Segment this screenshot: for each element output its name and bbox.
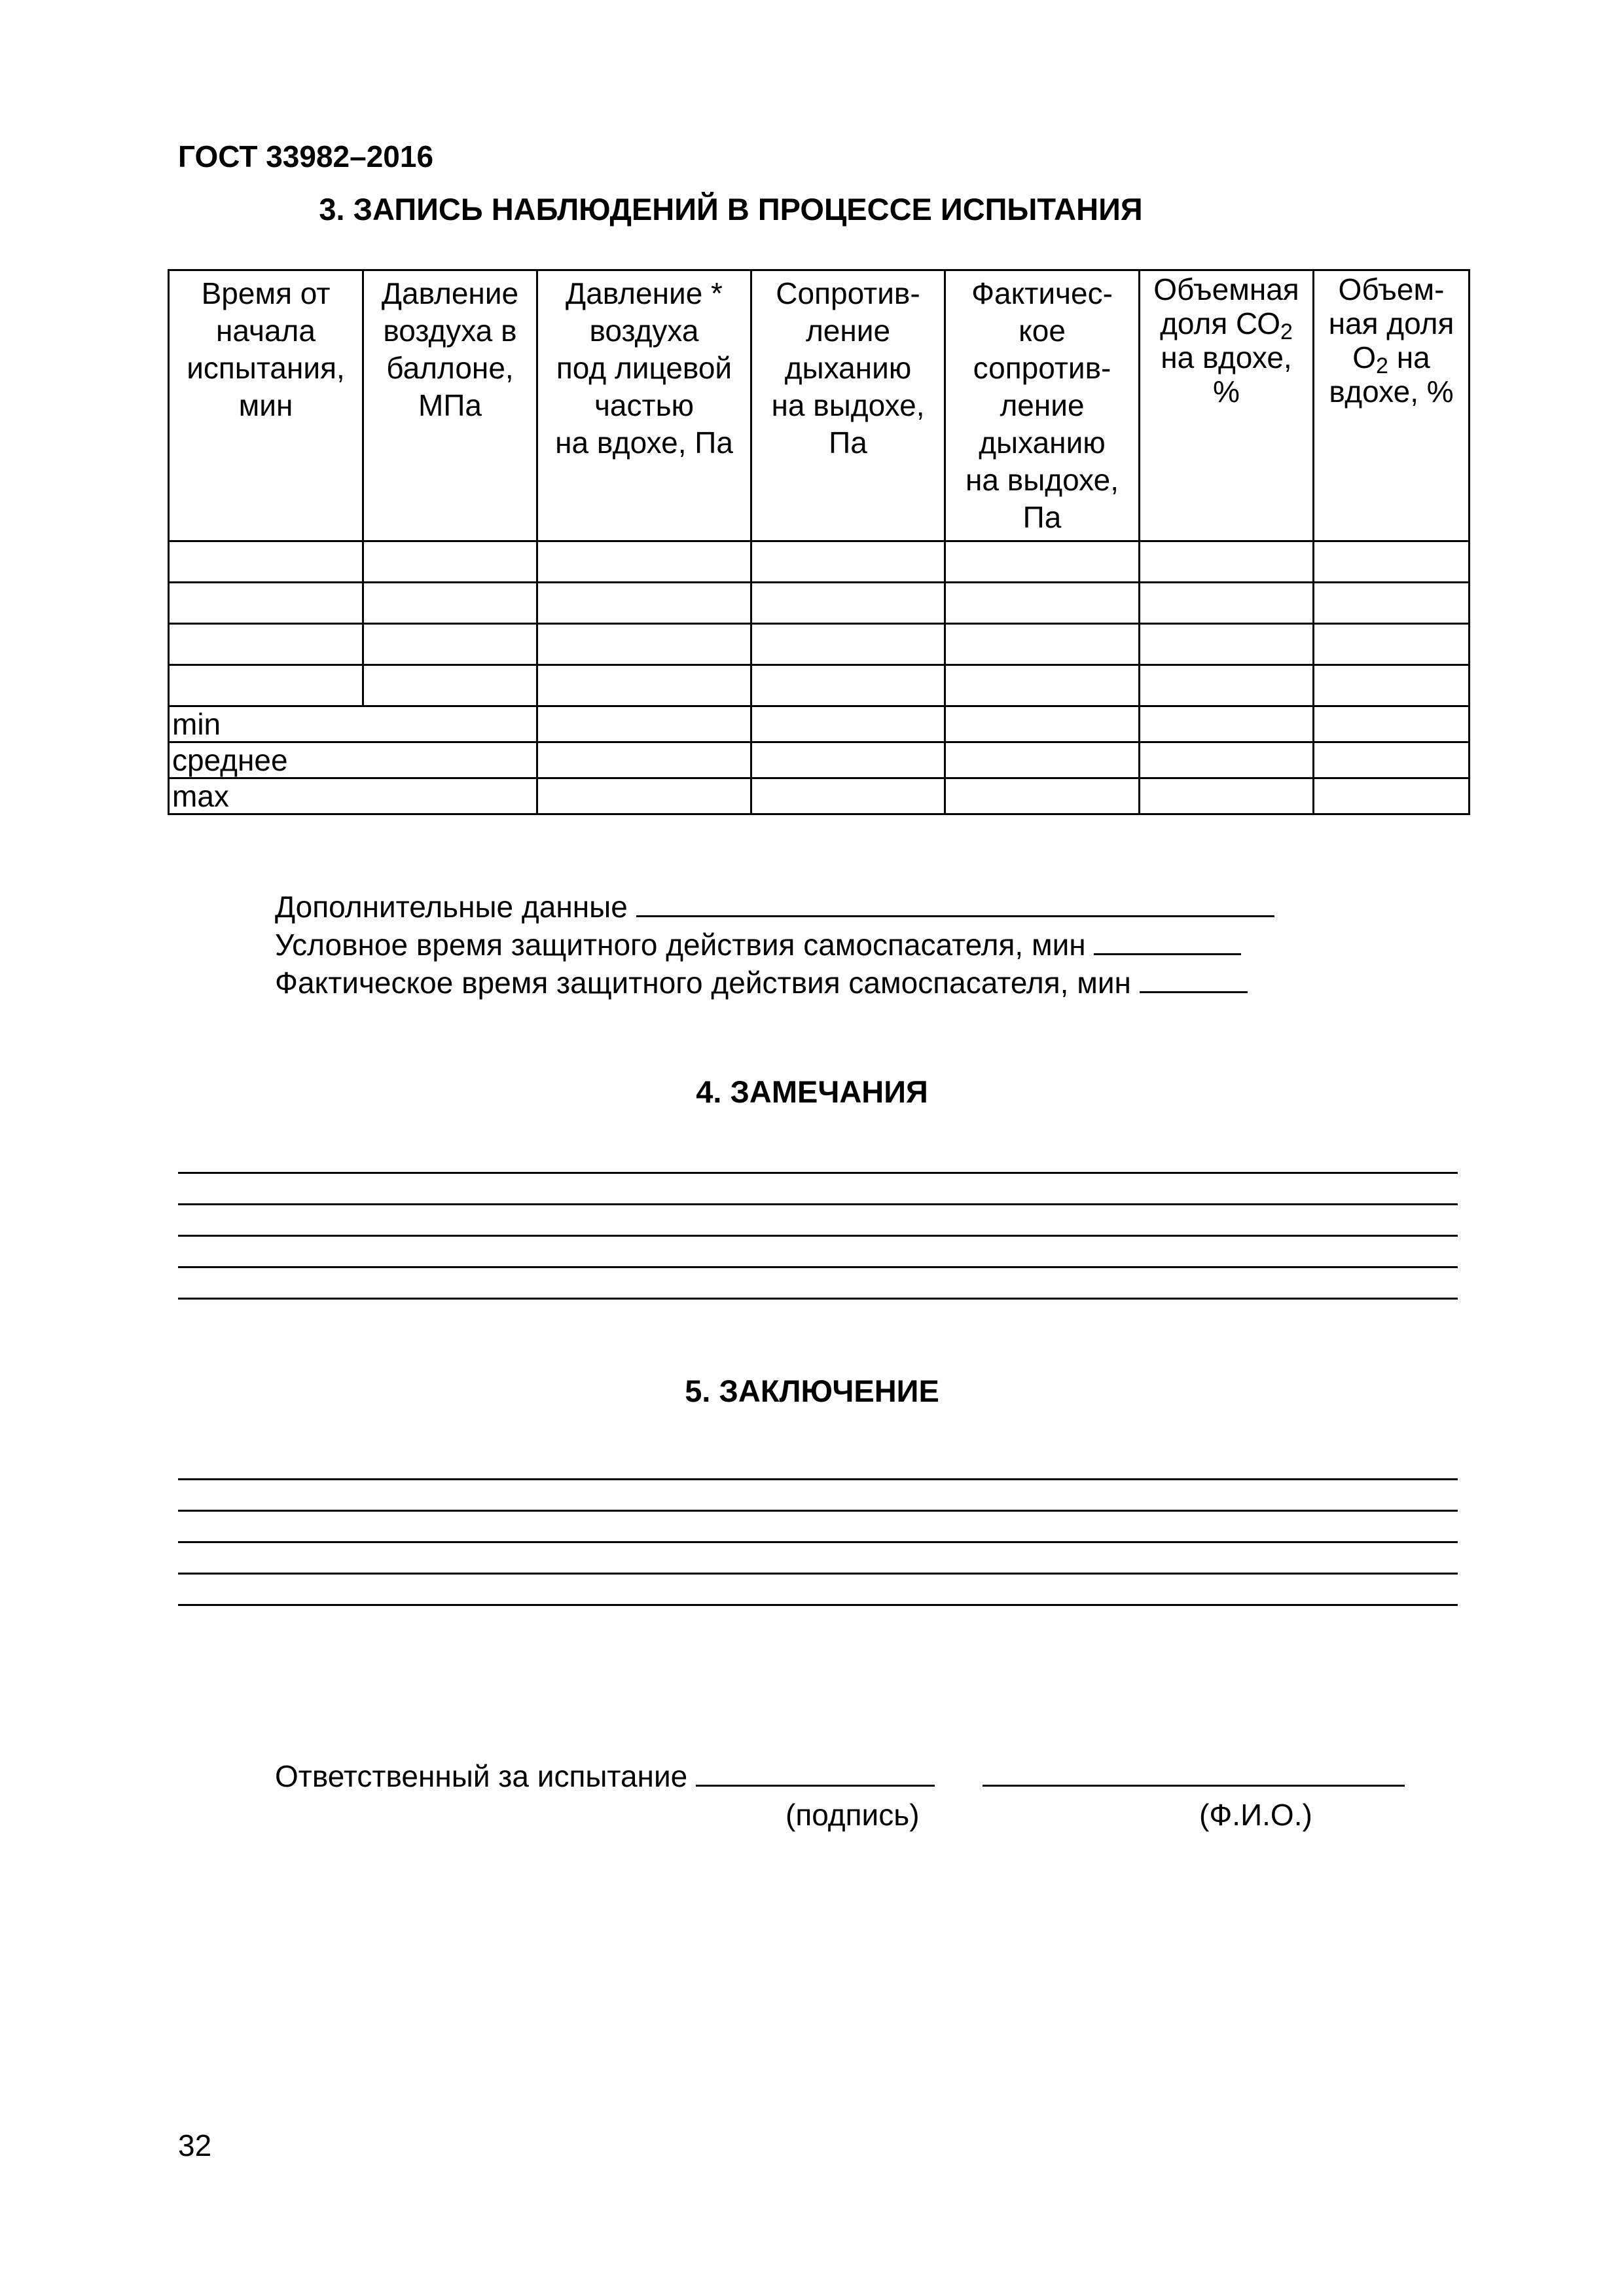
stat-label-average: среднее [169, 742, 537, 778]
conclusion-line[interactable] [178, 1541, 1458, 1543]
signature-field[interactable] [696, 1755, 935, 1787]
table-cell[interactable] [537, 778, 751, 814]
section-3-title: 3. ЗАПИСЬ НАБЛЮДЕНИЙ В ПРОЦЕССЕ ИСПЫТАНИЯ [319, 192, 1143, 227]
table-cell[interactable] [1140, 624, 1314, 665]
table-row [169, 541, 1470, 583]
stat-row-max [169, 778, 1470, 814]
table-cell[interactable] [945, 742, 1140, 778]
responsible-signature-line [275, 1755, 1405, 1795]
table-cell[interactable] [537, 541, 751, 583]
table-row [169, 665, 1470, 706]
standard-code: ГОСТ 33982–2016 [178, 139, 434, 173]
table-cell[interactable] [1314, 742, 1470, 778]
table-cell[interactable] [945, 778, 1140, 814]
table-cell[interactable] [1314, 665, 1470, 706]
col-header-cylinder-pressure: Давление воздуха в баллоне, МПа [363, 270, 537, 541]
remarks-line[interactable] [178, 1235, 1458, 1237]
signature-caption: (подпись) [785, 1798, 920, 1832]
table-cell[interactable] [1140, 583, 1314, 624]
table-cell[interactable] [537, 742, 751, 778]
conclusion-line[interactable] [178, 1573, 1458, 1575]
col-header-actual-resistance: Фактичес- кое сопротив- ление дыханию на выдохе, Па [945, 270, 1140, 541]
table-cell[interactable] [1140, 665, 1314, 706]
table-cell[interactable] [1314, 706, 1470, 742]
table-cell[interactable] [945, 624, 1140, 665]
table-cell[interactable] [537, 624, 751, 665]
table-cell[interactable] [751, 541, 945, 583]
nominal-time-line [275, 923, 1241, 964]
table-cell[interactable] [1314, 583, 1470, 624]
conclusion-line[interactable] [178, 1604, 1458, 1606]
section-5-title: 5. ЗАКЛЮЧЕНИЕ [685, 1374, 939, 1408]
remarks-line[interactable] [178, 1266, 1458, 1268]
table-cell[interactable] [1314, 541, 1470, 583]
table-cell[interactable] [363, 665, 537, 706]
actual-time-field[interactable] [1140, 961, 1248, 993]
table-cell[interactable] [169, 541, 363, 583]
actual-time-line [275, 961, 1248, 1002]
nominal-time-label: Условное время защитного действия самоспасателя, мин [275, 928, 1086, 962]
table-cell[interactable] [1140, 541, 1314, 583]
conclusion-line[interactable] [178, 1510, 1458, 1512]
table-cell[interactable] [169, 624, 363, 665]
col-header-exhale-resistance: Сопротив- ление дыханию на выдохе, Па [751, 270, 945, 541]
nominal-time-field[interactable] [1094, 923, 1241, 955]
table-cell[interactable] [751, 624, 945, 665]
table-cell[interactable] [169, 583, 363, 624]
col-header-o2-fraction: Объем- ная доля $О_2$ на вдохе, % [1314, 270, 1470, 541]
table-cell[interactable] [1140, 778, 1314, 814]
table-cell[interactable] [363, 583, 537, 624]
table-cell[interactable] [537, 583, 751, 624]
conclusion-line[interactable] [178, 1478, 1458, 1480]
col-header-co2-fraction: Объемная доля $СО_2$ на вдохе, % [1140, 270, 1314, 541]
observations-table [168, 269, 1470, 815]
table-cell[interactable] [169, 665, 363, 706]
table-cell[interactable] [1140, 706, 1314, 742]
table-cell[interactable] [1314, 624, 1470, 665]
full-name-caption: (Ф.И.О.) [1199, 1798, 1312, 1832]
additional-data-line [275, 885, 1274, 926]
actual-time-label: Фактическое время защитного действия самоспасателя, мин [275, 966, 1131, 1000]
remarks-line[interactable] [178, 1203, 1458, 1205]
table-cell[interactable] [751, 778, 945, 814]
additional-data-label: Дополнительные данные [275, 890, 628, 924]
remarks-line[interactable] [178, 1298, 1458, 1300]
table-cell[interactable] [363, 541, 537, 583]
remarks-line[interactable] [178, 1172, 1458, 1174]
responsible-label: Ответственный за испытание [275, 1759, 688, 1793]
page-number: 32 [178, 2128, 212, 2162]
table-cell[interactable] [1140, 742, 1314, 778]
col-header-time: Время от начала испытания, мин [169, 270, 363, 541]
table-cell[interactable] [945, 541, 1140, 583]
table-cell[interactable] [537, 706, 751, 742]
table-cell[interactable] [1314, 778, 1470, 814]
table-header-row [169, 270, 1470, 541]
stat-label-min: min [169, 706, 537, 742]
full-name-field[interactable] [983, 1755, 1405, 1787]
table-cell[interactable] [363, 624, 537, 665]
table-row [169, 583, 1470, 624]
table-cell[interactable] [751, 742, 945, 778]
table-cell[interactable] [537, 665, 751, 706]
additional-data-field[interactable] [636, 885, 1274, 917]
table-row [169, 624, 1470, 665]
table-cell[interactable] [751, 706, 945, 742]
stat-row-min [169, 706, 1470, 742]
table-cell[interactable] [751, 665, 945, 706]
stat-row-average [169, 742, 1470, 778]
col-header-mask-pressure: Давление * воздуха под лицевой частью на вдохе, Па [537, 270, 751, 541]
table-cell[interactable] [945, 665, 1140, 706]
section-4-title: 4. ЗАМЕЧАНИЯ [696, 1074, 928, 1109]
table-cell[interactable] [945, 583, 1140, 624]
stat-label-max: max [169, 778, 537, 814]
table-cell[interactable] [751, 583, 945, 624]
table-cell[interactable] [945, 706, 1140, 742]
